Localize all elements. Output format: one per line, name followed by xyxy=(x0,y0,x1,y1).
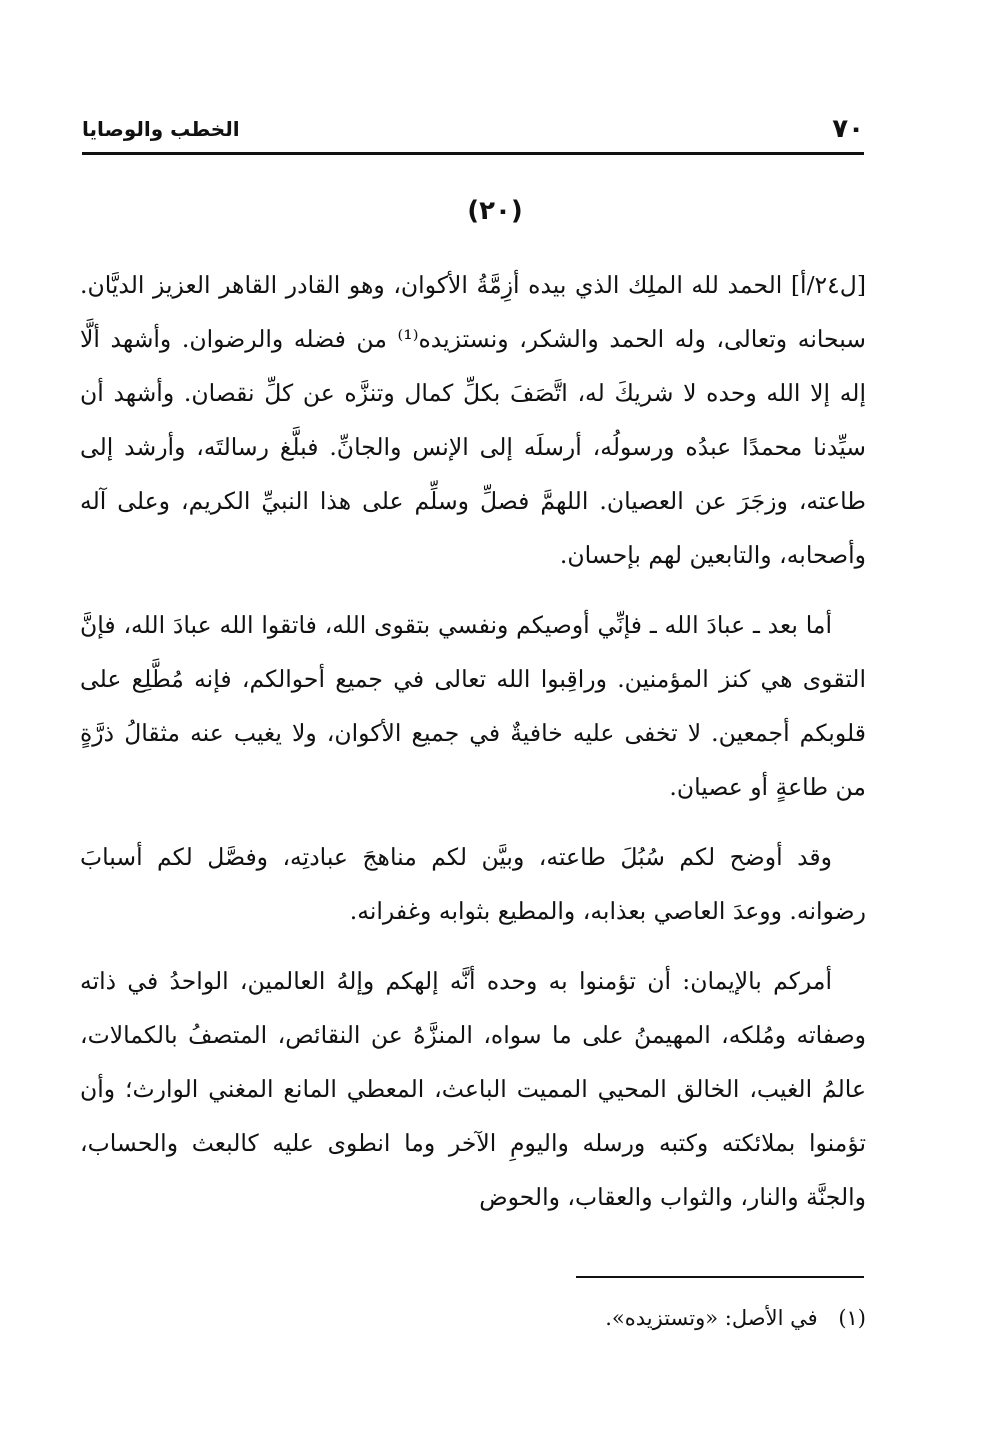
footnote xyxy=(80,1302,866,1334)
footnote-marker: (١) xyxy=(838,1306,866,1330)
page-number: ٧٠ xyxy=(832,114,864,144)
running-header xyxy=(82,108,864,150)
paragraph-iman: أمركم بالإيمان: أن تؤمنوا به وحده أنَّه إلهكم وإلهُ العالمين، الواحدُ في ذاته وصفاته ومُلكه، المهيمنُ على ما سواه، المنزَّهُ عن النقائص، المتصفُ بالكمالات، عالمُ الغيب، الخالق المحيي المميت الباعث، المعطي المانع المغني الوارث؛ وأن تؤمنوا بملائكته وكتبه ورسله واليومِ الآخر وما انطوى عليه كالبعث والحساب، والجنَّة والنار، والثواب والعقاب، والحوض xyxy=(80,967,866,1211)
paragraph-opening: [ل٢٤/أ] الحمد لله الملِك الذي بيده أزِمَّةُ الأكوان، وهو القادر القاهر العزيز الديَّان. سبحانه وتعالى، وله الحمد والشكر، ونستزيده⁽¹⁾ من فضله والرضوان. وأشهد ألَّا إله إلا الله وحده لا شريكَ له، اتَّصَفَ بكلِّ كمال وتنزَّه عن كلِّ نقصان. وأشهد أن سيِّدنا محمدًا عبدُه ورسولُه، أرسلَه إلى الإنس والجانِّ. فبلَّغ رسالتَه، وأرشد إلى طاعته، وزجَرَ عن العصيان. اللهمَّ فصلِّ وسلِّم على هذا النبيِّ الكريم، وعلى آله وأصحابه، والتابعين لهم بإحسان. xyxy=(80,271,866,569)
sermon-body xyxy=(80,258,866,1240)
footnote-divider xyxy=(576,1276,864,1278)
paragraph-obedience: وقد أوضح لكم سُبُلَ طاعته، وبيَّن لكم مناهجَ عبادتِه، وفصَّل لكم أسبابَ رضوانه. ووعدَ العاصي بعذابه، والمطيع بثوابه وغفرانه. xyxy=(80,843,866,925)
section-number: (٢٠) xyxy=(467,196,523,226)
book-title: الخطب والوصايا xyxy=(82,117,240,141)
header-divider xyxy=(82,152,864,155)
paragraph-taqwa: أما بعد ـ عبادَ الله ـ فإنِّي أوصيكم ونفسي بتقوى الله، فاتقوا الله عبادَ الله، فإنَّ التقوى هي كنز المؤمنين. وراقِبوا الله تعالى في جميع أحوالكم، فإنه مُطَّلِع على قلوبكم أجمعين. لا تخفى عليه خافيةٌ في جميع الأكوان، ولا يغيب عنه مثقالُ ذرَّةٍ من طاعةٍ أو عصيان. xyxy=(80,611,866,801)
footnote-text: في الأصل: «وتستزيده». xyxy=(605,1306,818,1330)
